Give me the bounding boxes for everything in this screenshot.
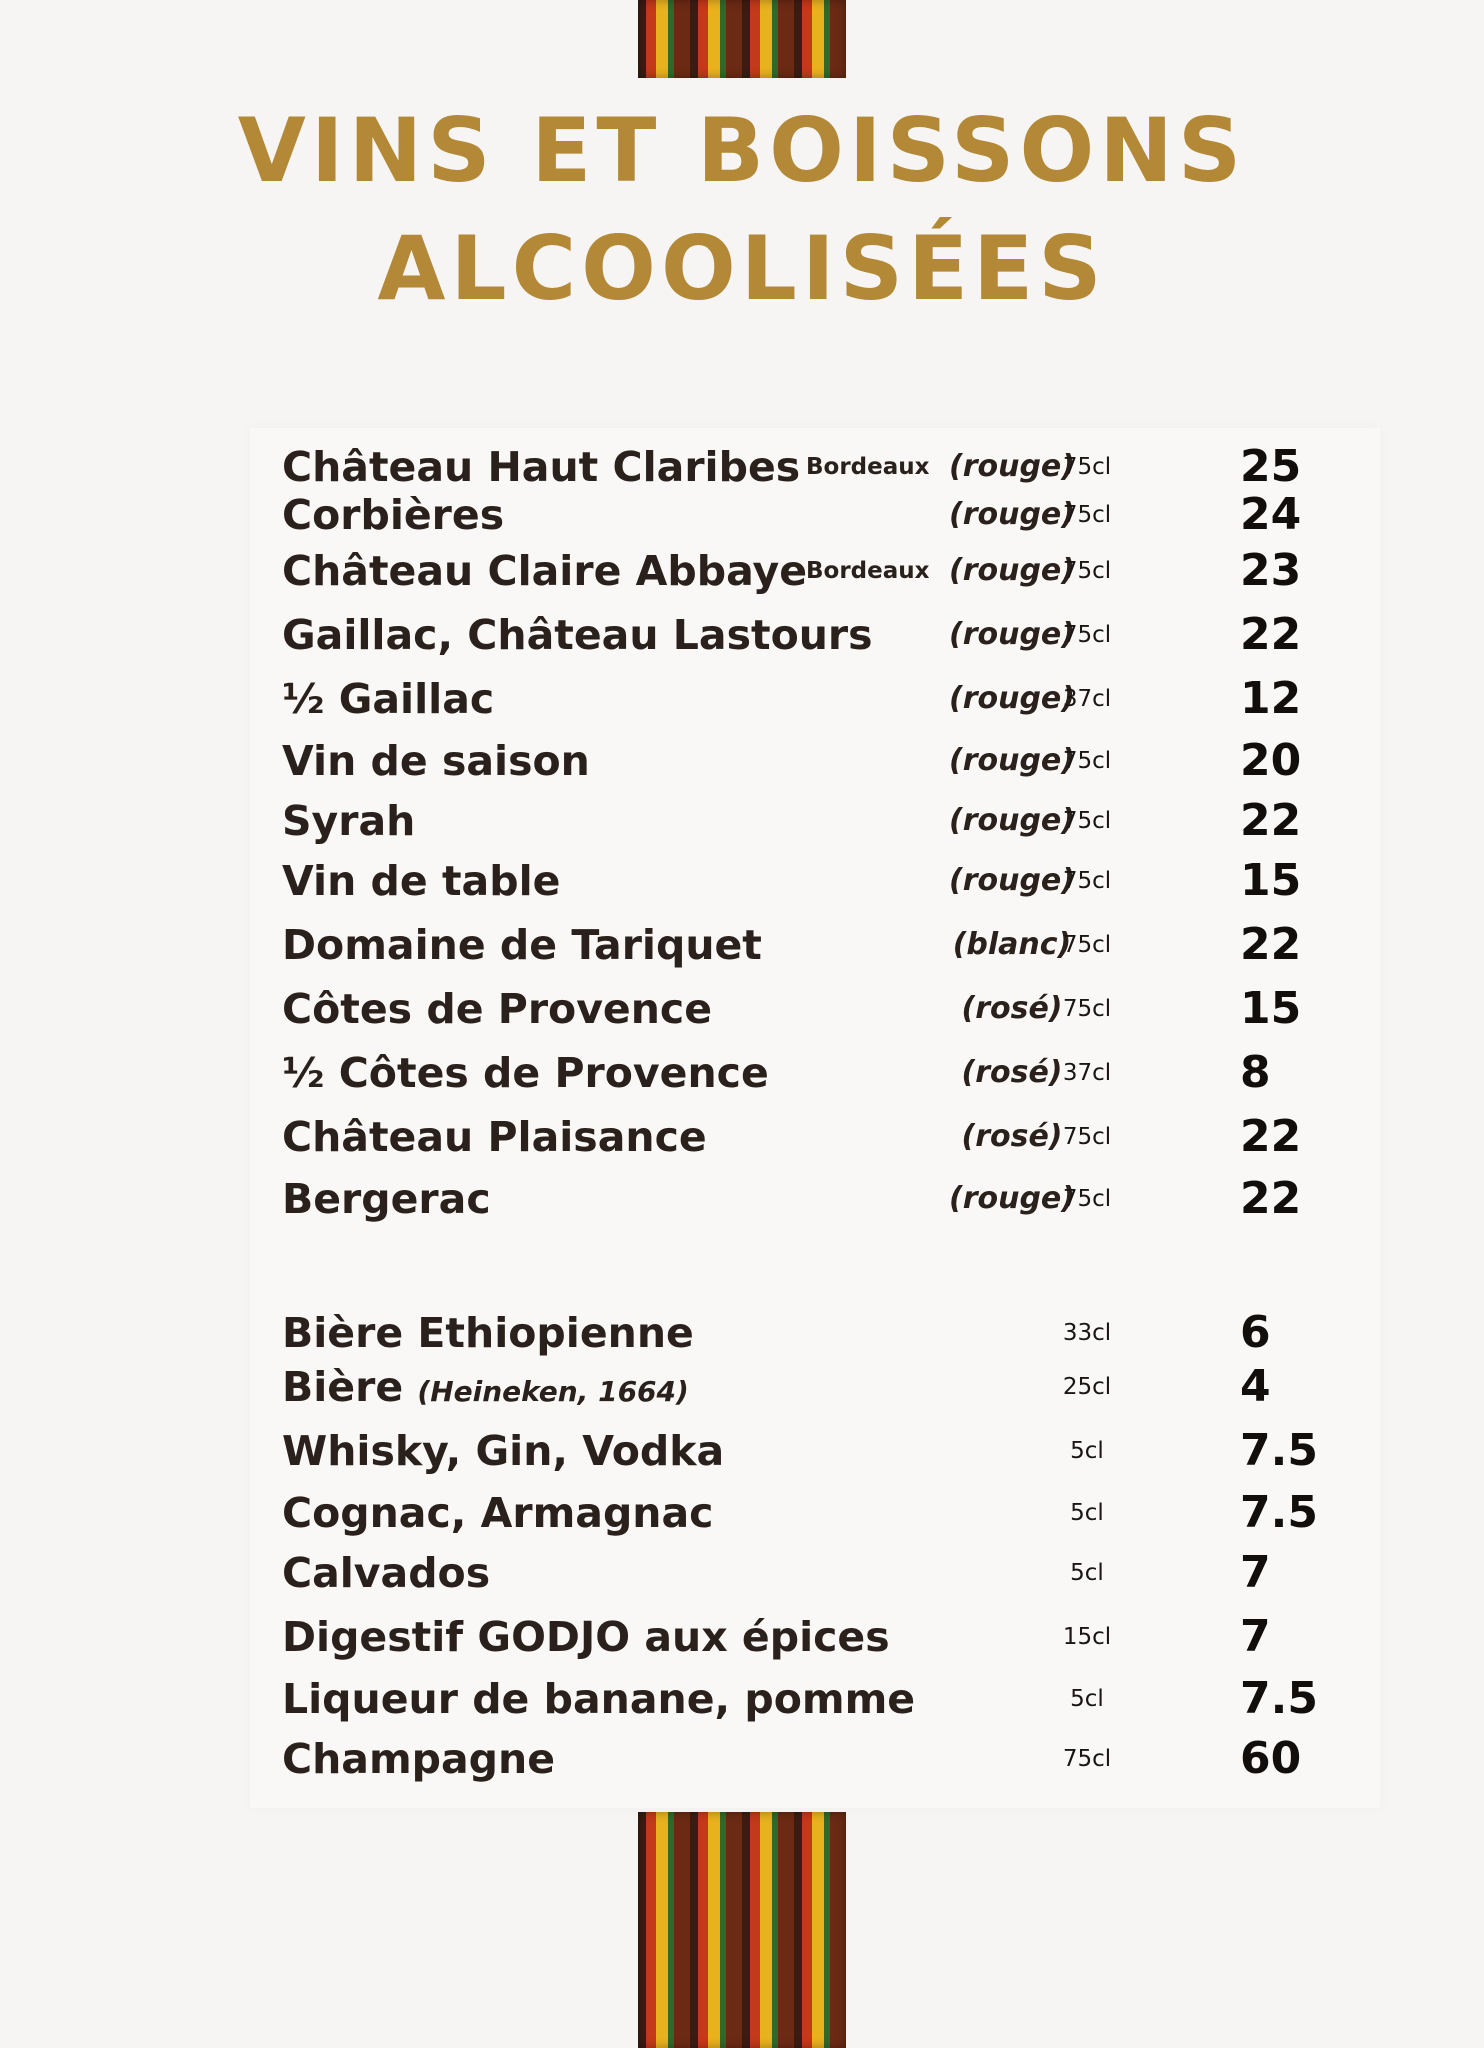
spirit-name: Whisky, Gin, Vodka: [282, 1427, 725, 1475]
wine-color: (rouge): [948, 497, 1075, 532]
wine-price: 22: [1240, 919, 1302, 970]
wine-color: (rosé): [961, 991, 1063, 1026]
wine-volume: 75cl: [1062, 622, 1112, 648]
wine-row: [282, 540, 1368, 602]
wine-volume: 37cl: [1062, 1060, 1112, 1086]
wine-volume: 75cl: [1062, 868, 1112, 894]
spirit-row: [282, 1482, 1368, 1544]
wine-price: 8: [1240, 1047, 1271, 1098]
wine-price: 20: [1240, 735, 1302, 786]
wine-color: (rouge): [948, 743, 1075, 778]
wine-volume: 75cl: [1062, 808, 1112, 834]
wine-name: Bergerac: [282, 1175, 491, 1223]
wine-row: [282, 790, 1368, 852]
spirit-row: [282, 1356, 1368, 1418]
spirit-row: [282, 1542, 1368, 1604]
wine-volume: 75cl: [1062, 748, 1112, 774]
wine-name: Château Plaisance: [282, 1113, 707, 1161]
title-line-2: ALCOOLISÉES: [377, 217, 1107, 320]
wine-color: (blanc): [952, 927, 1072, 962]
wine-name: Vin de table: [282, 857, 561, 905]
wine-price: 12: [1240, 673, 1302, 724]
wine-color: (rouge): [948, 681, 1075, 716]
wine-color: (rouge): [948, 553, 1075, 588]
wine-row: [282, 978, 1368, 1040]
wine-row: [282, 1168, 1368, 1230]
wine-price: 22: [1240, 609, 1302, 660]
decorative-ribbon-top: [638, 0, 846, 78]
spirit-row: [282, 1728, 1368, 1790]
wine-row: [282, 914, 1368, 976]
wine-row: [282, 1042, 1368, 1104]
wine-color: (rosé): [961, 1119, 1063, 1154]
wine-name: Corbières: [282, 491, 505, 539]
spirit-note: (Heineken, 1664): [417, 1375, 689, 1408]
spirit-name: Liqueur de banane, pomme: [282, 1675, 916, 1723]
wine-price: 25: [1240, 441, 1302, 492]
spirit-price: 7: [1240, 1547, 1271, 1598]
wine-volume: 75cl: [1062, 558, 1112, 584]
wine-volume: 75cl: [1062, 1124, 1112, 1150]
wine-region: Bordeaux: [806, 558, 930, 584]
wine-name: Domaine de Tariquet: [282, 921, 762, 969]
wine-volume: 75cl: [1062, 996, 1112, 1022]
spirit-price: 6: [1240, 1307, 1271, 1358]
wine-volume: 37cl: [1062, 686, 1112, 712]
wine-region: Bordeaux: [806, 454, 930, 480]
wine-price: 22: [1240, 1111, 1302, 1162]
spirit-price: 60: [1240, 1733, 1302, 1784]
wine-row: [282, 484, 1368, 546]
decorative-ribbon-bottom: [638, 1812, 846, 2048]
wine-price: 15: [1240, 983, 1302, 1034]
spirit-price: 7.5: [1240, 1425, 1318, 1476]
wine-volume: 75cl: [1062, 1186, 1112, 1212]
spirit-volume: 5cl: [1070, 1560, 1104, 1586]
wine-price: 23: [1240, 545, 1302, 596]
wine-name: Syrah: [282, 797, 416, 845]
spirit-volume: 33cl: [1062, 1320, 1112, 1346]
wine-row: [282, 668, 1368, 730]
spirit-row: [282, 1302, 1368, 1364]
spirit-row: [282, 1420, 1368, 1482]
wine-row: [282, 730, 1368, 792]
wine-price: 22: [1240, 795, 1302, 846]
wine-color: (rouge): [948, 863, 1075, 898]
spirit-volume: 75cl: [1062, 1746, 1112, 1772]
wine-row: [282, 850, 1368, 912]
wine-name: Château Haut Claribes: [282, 443, 801, 491]
spirit-volume: 15cl: [1062, 1624, 1112, 1650]
wine-row: [282, 1106, 1368, 1168]
wine-price: 24: [1240, 489, 1302, 540]
spirit-row: [282, 1606, 1368, 1668]
wine-name: ½ Côtes de Provence: [282, 1049, 769, 1097]
wine-price: 15: [1240, 855, 1302, 906]
spirit-name: Bière (Heineken, 1664): [282, 1363, 689, 1411]
wine-row: [282, 604, 1368, 666]
title-line-1: VINS ET BOISSONS: [237, 99, 1247, 202]
spirit-name: Cognac, Armagnac: [282, 1489, 714, 1537]
spirit-volume: 5cl: [1070, 1686, 1104, 1712]
spirit-volume: 5cl: [1070, 1438, 1104, 1464]
wine-volume: 75cl: [1062, 454, 1112, 480]
spirit-name: Champagne: [282, 1735, 556, 1783]
wine-volume: 75cl: [1062, 502, 1112, 528]
wine-price: 22: [1240, 1173, 1302, 1224]
spirit-volume: 5cl: [1070, 1500, 1104, 1526]
spirit-row: [282, 1668, 1368, 1730]
wine-color: (rouge): [948, 803, 1075, 838]
page-title: [0, 92, 1484, 328]
spirit-price: 7: [1240, 1611, 1271, 1662]
wine-color: (rouge): [948, 617, 1075, 652]
wine-color: (rosé): [961, 1055, 1063, 1090]
wine-name: ½ Gaillac: [282, 675, 495, 723]
wine-name: Gaillac, Château Lastours: [282, 611, 873, 659]
spirit-price: 4: [1240, 1361, 1271, 1412]
wine-color: (rouge): [948, 1181, 1075, 1216]
spirit-price: 7.5: [1240, 1673, 1318, 1724]
spirit-price: 7.5: [1240, 1487, 1318, 1538]
spirit-name: Bière Ethiopienne: [282, 1309, 694, 1357]
wine-name: Côtes de Provence: [282, 985, 713, 1033]
wine-volume: 75cl: [1062, 932, 1112, 958]
spirit-name: Digestif GODJO aux épices: [282, 1613, 890, 1661]
spirit-volume: 25cl: [1062, 1374, 1112, 1400]
wine-name: Château Claire Abbaye: [282, 547, 808, 595]
spirit-name: Calvados: [282, 1549, 491, 1597]
wine-name: Vin de saison: [282, 737, 590, 785]
wine-color: (rouge): [948, 449, 1075, 484]
